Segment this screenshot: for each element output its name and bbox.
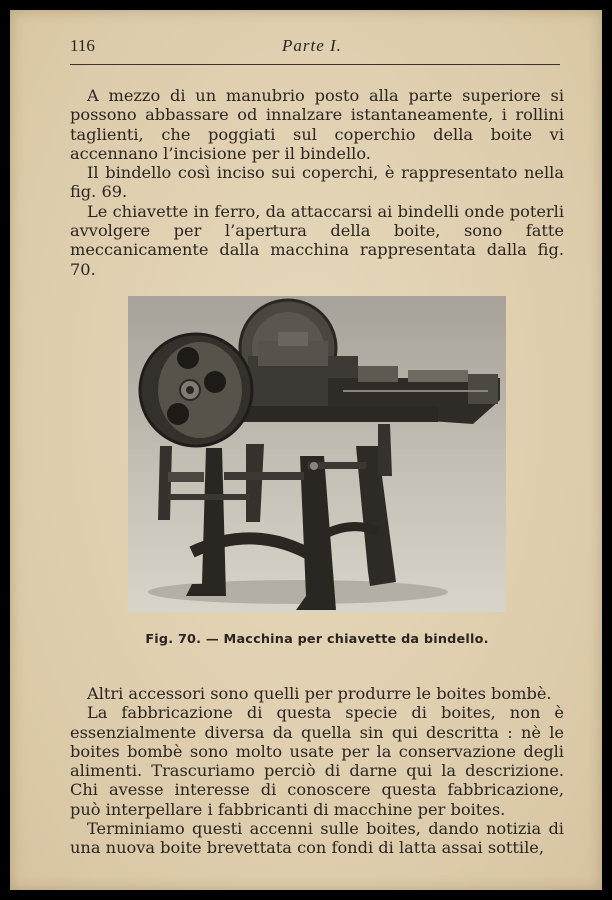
machine-illustration (128, 296, 506, 612)
paragraph: Le chiavette in ferro, da attaccarsi ai bindelli onde poterli avvolgere per l’apertura della boite, sono fatte meccanicamente dalla macchina rappresentata dalla fig. 70. (70, 201, 564, 279)
paragraph: A mezzo di un manubrio posto alla parte superiore si possono abbassare od innalzare istantaneamente, i rollini taglienti, che poggiati sul coperchio della boite vi accennano l’incisione per il bindello. (70, 86, 564, 163)
header-rule (70, 64, 560, 65)
text-block-before-figure (70, 86, 564, 279)
paragraph: La fabbricazione di questa specie di boites, non è essenzialmente diversa da quella sin qui descritta : nè le boites bombè sono molto usate per la conservazione degli alimenti. Trascuriamo perciò di darne qui la descrizione. Chi avesse interesse di conoscere questa fabbricazione, può interpellare i fabbricanti di macchine per boites. (70, 703, 564, 819)
page-header (70, 36, 560, 64)
running-head: Parte I. (282, 36, 342, 55)
page-number: 116 (70, 36, 95, 55)
figure-caption: Fig. 70. — Macchina per chiavette da bindello. (145, 632, 489, 647)
book-page (10, 10, 602, 890)
paragraph: Altri accessori sono quelli per produrre le boites bombè. (87, 684, 552, 703)
paragraph: Il bindello così inciso sui coperchi, è rappresentato nella fig. 69. (70, 163, 564, 202)
text-block-after-figure (70, 684, 564, 858)
machine-drawing (128, 296, 506, 612)
paragraph: Terminiamo questi accenni sulle boites, dando notizia di una nuova boite brevettata con fondi di latta assai sottile, (70, 819, 564, 858)
